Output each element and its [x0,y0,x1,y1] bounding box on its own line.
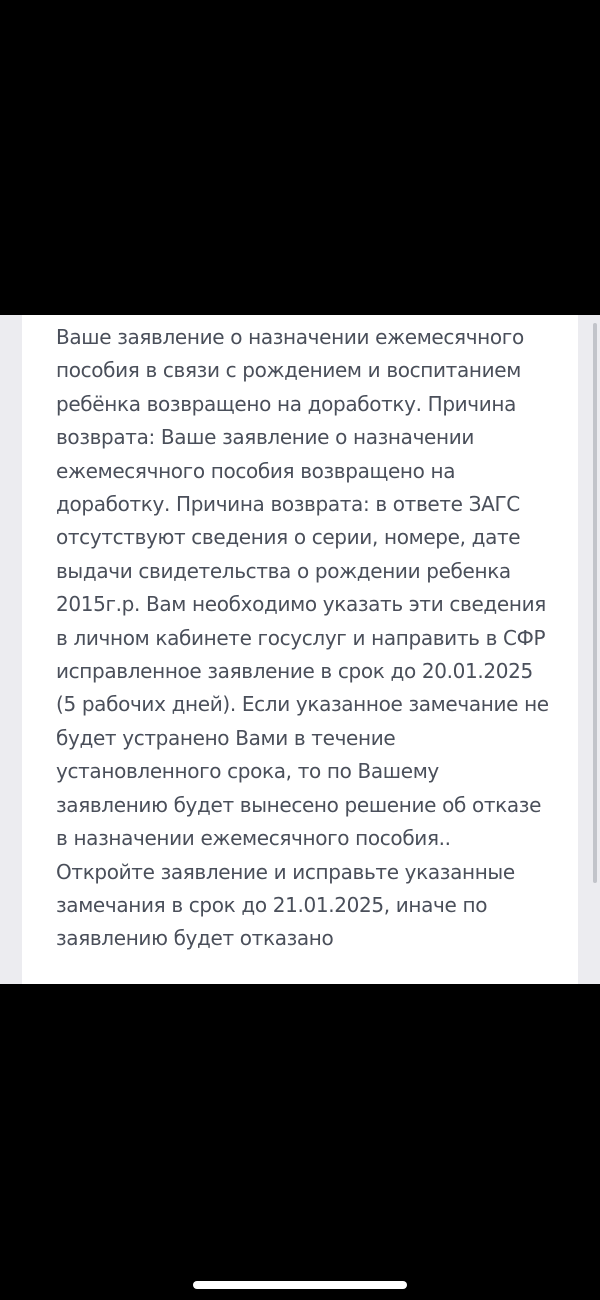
notification-message-text: Ваше заявление о назначении ежемесячного пособия в связи с рождением и воспитанием ребёнка возвращено на доработку. Причина возврата: Ваше заявление о назначении ежемесячного пособия возвращено на доработку. Причина возврата: в ответе ЗАГС отсутствуют сведения о серии, номере, дате выдачи свидетельства о рождении ребенка 2015г.р. Вам необходимо указать эти сведения в личном кабинете госуслуг и направить в СФР исправленное заявление в срок до 20.01.2025 (5 рабочих дней). Если указанное замечание не будет устранено Вами в течение установленного срока, то по Вашему заявлению будет вынесено решение об отказе в назначении ежемесячного пособия.. Откройте заявление и исправьте указанные замечания в срок до 21.01.2025, иначе по заявлению будет отказано [56,325,549,951]
screenshot-top-blackout [0,0,600,315]
home-indicator[interactable] [193,1281,407,1289]
scrollbar-thumb[interactable] [593,323,597,883]
screenshot-bottom-blackout [0,984,600,1300]
content-area [0,315,600,984]
notification-card [22,315,578,984]
